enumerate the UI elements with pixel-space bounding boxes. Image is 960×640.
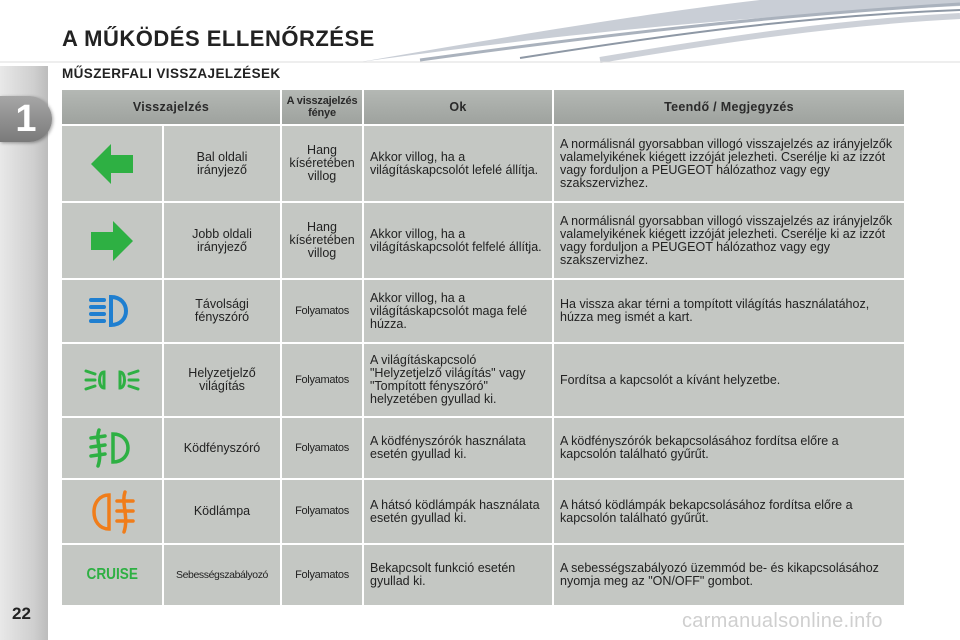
light-state: Folyamatos <box>282 480 362 543</box>
cause-text: A ködfényszórók használata esetén gyullad ki. <box>364 418 552 478</box>
light-state: Hang kíséretében villog <box>282 203 362 278</box>
warning-lights-table <box>60 88 906 607</box>
left-turn-arrow-icon <box>68 141 156 187</box>
watermark: carmanualsonline.info <box>682 610 883 632</box>
signal-name: Távolsági fényszóró <box>164 280 280 342</box>
signal-name: Ködfényszóró <box>164 418 280 478</box>
action-text: A normálisnál gyorsabban villogó visszajelzés az irányjelzők valamelyikének kiégett izzóját jelezheti. Cserélje ki az izzót vagy forduljon a PEUGEOT hálózathoz vagy egy szakszervizhez. <box>554 203 904 278</box>
table-row <box>62 418 904 478</box>
right-turn-arrow-icon <box>68 218 156 264</box>
header-action: Teendő / Megjegyzés <box>554 90 904 124</box>
signal-name: Bal oldali irányjező <box>164 126 280 201</box>
table-row <box>62 545 904 605</box>
action-text: A ködfényszórók bekapcsolásához fordítsa előre a kapcsolón található gyűrűt. <box>554 418 904 478</box>
left-margin-band <box>0 66 48 640</box>
table-row <box>62 280 904 342</box>
cause-text: Akkor villog, ha a világításkapcsolót lefelé állítja. <box>364 126 552 201</box>
signal-name: Sebességszabályozó <box>164 545 280 605</box>
table-row <box>62 480 904 543</box>
action-text: A sebességszabályozó üzemmód be- és kikapcsolásához nyomja meg az "ON/OFF" gombot. <box>554 545 904 605</box>
cause-text: A világításkapcsoló "Helyzetjelző világítás" vagy "Tompított fényszóró" helyzetében gyullad ki. <box>364 344 552 416</box>
table-row <box>62 203 904 278</box>
chapter-tab <box>0 96 52 142</box>
action-text: A hátsó ködlámpák bekapcsolásához fordítsa előre a kapcsolón található gyűrűt. <box>554 480 904 543</box>
cruise-icon: CRUISE <box>86 566 138 583</box>
chapter-number: 1 <box>15 98 37 140</box>
signal-name: Helyzetjelző világítás <box>164 344 280 416</box>
light-state: Folyamatos <box>282 344 362 416</box>
front-fog-lamp-icon <box>68 426 156 470</box>
high-beam-icon <box>68 291 156 331</box>
action-text: A normálisnál gyorsabban villogó visszajelzés az irányjelzők valamelyikének kiégett izzóját jelezheti. Cserélje ki az izzót vagy forduljon a PEUGEOT hálózathoz vagy egy szakszervizhez. <box>554 126 904 201</box>
rear-fog-lamp-icon <box>68 489 156 535</box>
signal-name: Ködlámpa <box>164 480 280 543</box>
cause-text: Bekapcsolt funkció esetén gyullad ki. <box>364 545 552 605</box>
header-signal: Visszajelzés <box>62 90 280 124</box>
light-state: Folyamatos <box>282 545 362 605</box>
light-state: Hang kíséretében villog <box>282 126 362 201</box>
cause-text: Akkor villog, ha a világításkapcsolót felfelé állítja. <box>364 203 552 278</box>
table-row <box>62 126 904 201</box>
page-number: 22 <box>12 604 31 623</box>
table-row <box>62 344 904 416</box>
action-text: Fordítsa a kapcsolót a kívánt helyzetbe. <box>554 344 904 416</box>
position-lights-icon <box>68 362 156 398</box>
section-title: MŰSZERFALI VISSZAJELZÉSEK <box>62 66 281 81</box>
page-title: A MŰKÖDÉS ELLENŐRZÉSE <box>62 26 375 51</box>
signal-name: Jobb oldali irányjező <box>164 203 280 278</box>
header-light: A visszajelzés fénye <box>282 90 362 124</box>
light-state: Folyamatos <box>282 418 362 478</box>
cause-text: Akkor villog, ha a világításkapcsolót maga felé húzza. <box>364 280 552 342</box>
header-cause: Ok <box>364 90 552 124</box>
cause-text: A hátsó ködlámpák használata esetén gyullad ki. <box>364 480 552 543</box>
light-state: Folyamatos <box>282 280 362 342</box>
action-text: Ha vissza akar térni a tompított világítás használatához, húzza meg ismét a kart. <box>554 280 904 342</box>
table-header-row <box>62 90 904 124</box>
